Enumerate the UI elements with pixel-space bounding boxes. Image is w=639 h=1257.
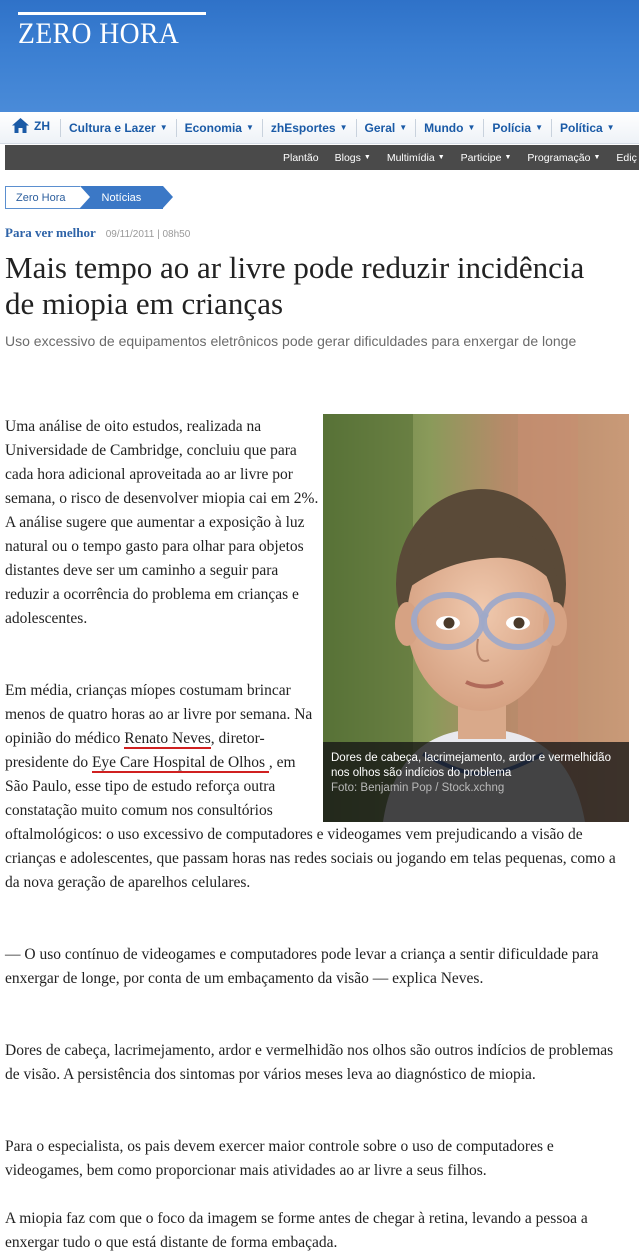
nav-item-zhesportes[interactable] bbox=[262, 119, 356, 137]
paragraph-2-wrap bbox=[5, 679, 630, 895]
logo[interactable] bbox=[18, 12, 206, 50]
link-renato-neves[interactable]: Renato Neves bbox=[124, 730, 211, 747]
subnav-item-plantao[interactable] bbox=[275, 152, 327, 164]
caret-down-icon: ▼ bbox=[504, 154, 512, 161]
nav-item-label: Economia bbox=[184, 120, 242, 135]
subnav-item-edicao[interactable] bbox=[608, 152, 639, 164]
nav-item-economia[interactable] bbox=[176, 119, 262, 137]
caret-down-icon: ▼ bbox=[159, 123, 168, 132]
subnav-item-blogs[interactable] bbox=[327, 152, 379, 164]
paragraph-4: Dores de cabeça, lacrimejamento, ardor e vermelhidão nos olhos são outros indícios de problemas de visão. A persistência dos sintomas por vários meses leva ao diagnóstico de miopia. bbox=[5, 1042, 614, 1083]
photo-float-spacer bbox=[321, 679, 630, 822]
caret-down-icon: ▼ bbox=[437, 154, 445, 161]
caret-down-icon: ▼ bbox=[363, 154, 371, 161]
nav-item-label: Política bbox=[559, 120, 603, 135]
breadcrumb-zero-hora[interactable]: Zero Hora bbox=[5, 186, 81, 209]
main-nav bbox=[0, 112, 639, 144]
home-icon bbox=[12, 118, 29, 133]
nav-item-label: Cultura e Lazer bbox=[69, 120, 156, 135]
section-label[interactable]: Para ver melhor bbox=[5, 225, 96, 240]
paragraph-5: Para o especialista, os pais devem exercer maior controle sobre o uso de computadores e videogames, bem como proporcionar mais atividades ao ar livre a seus filhos. bbox=[5, 1138, 554, 1179]
subnav-item-label: Plantão bbox=[283, 151, 319, 164]
nav-item-policia[interactable] bbox=[483, 119, 551, 137]
subnav-item-label: Blogs bbox=[334, 151, 361, 164]
nav-home-label: ZH bbox=[34, 118, 50, 133]
subnav-item-programacao[interactable] bbox=[519, 152, 608, 164]
nav-item-mundo[interactable] bbox=[415, 119, 483, 137]
breadcrumb bbox=[5, 186, 163, 209]
headline: Mais tempo ao ar livre pode reduzir incidência de miopia em crianças bbox=[5, 250, 585, 321]
nav-home[interactable] bbox=[12, 118, 50, 133]
nav-item-politica[interactable] bbox=[551, 119, 623, 137]
breadcrumb-noticias[interactable]: Notícias bbox=[80, 186, 164, 209]
sub-nav bbox=[5, 145, 639, 170]
paragraph-3: — O uso contínuo de videogames e computadores pode levar a criança a sentir dificuldade para enxergar de longe, por conta de um embaçamento da visão — explica Neves. bbox=[5, 946, 599, 987]
link-eye-care-hospital[interactable]: Eye Care Hospital de Olhos bbox=[91, 754, 269, 771]
nav-item-cultura[interactable] bbox=[60, 119, 176, 137]
paragraph-6: A miopia faz com que o foco da imagem se forme antes de chegar à retina, levando a pessoa a enxergar tudo o que está distante de forma embaçada. bbox=[5, 1210, 588, 1251]
article-meta bbox=[5, 225, 190, 241]
caret-down-icon: ▼ bbox=[467, 123, 476, 132]
subtitle: Uso excessivo de equipamentos eletrônicos pode gerar dificuldades para enxergar de longe bbox=[5, 333, 577, 349]
nav-item-label: Polícia bbox=[492, 120, 532, 135]
subnav-item-multimidia[interactable] bbox=[379, 152, 453, 164]
caption-text: Dores de cabeça, lacrimejamento, ardor e vermelhidão nos olhos são indícios do problema bbox=[331, 752, 611, 779]
nav-item-geral[interactable] bbox=[356, 119, 416, 137]
paragraph-2-text-c: , em São Paulo, esse tipo de estudo reforça outra constatação muito comum nos consultórios oftalmológicos: o uso excessivo de computadores e videogames vem prejudicando a visão de crianças e adolescentes, que passam horas nas redes sociais ou jogando em telas pequenas, como a da nova geração de aparelhos celulares. bbox=[5, 754, 616, 891]
caret-down-icon: ▼ bbox=[245, 123, 254, 132]
caret-down-icon: ▼ bbox=[535, 123, 543, 132]
subnav-item-label: Multimídia bbox=[386, 151, 435, 164]
subnav-item-participe[interactable] bbox=[453, 152, 520, 164]
paragraph-2-text-a: Em média, crianças míopes costumam brincar menos de quatro horas ao ar livre por semana. Na opinião do médico bbox=[5, 682, 313, 747]
paragraph-1: Uma análise de oito estudos, realizada na Universidade de Cambridge, concluiu que para cada hora adicional aproveitada ao ar livre por semana, o risco de desenvolver miopia cai em 2%. A análise sugere que aumentar a exposição à luz natural ou o tempo gasto para olhar para objetos distantes deve ser um caminho a seguir para reduzir a ocorrência do problema em crianças e adolescentes. bbox=[5, 418, 319, 627]
nav-item-label: Geral bbox=[364, 120, 396, 135]
publish-date: 09/11/2011 | 08h50 bbox=[105, 229, 191, 240]
nav-item-label: Mundo bbox=[424, 120, 464, 135]
logo-rule bbox=[18, 12, 206, 15]
subnav-item-label: Ediç bbox=[616, 151, 637, 164]
photo-credit: Foto: Benjamin Pop / Stock.xchng bbox=[331, 782, 505, 794]
caret-down-icon: ▼ bbox=[606, 123, 615, 132]
paragraph-2 bbox=[5, 679, 630, 895]
caret-down-icon: ▼ bbox=[399, 123, 408, 132]
nav-items bbox=[60, 112, 623, 143]
subnav-item-label: Programação bbox=[527, 151, 591, 164]
caret-down-icon: ▼ bbox=[339, 123, 348, 132]
sub-nav-items bbox=[275, 145, 639, 170]
subnav-item-label: Participe bbox=[460, 151, 502, 164]
logo-text: ZERO HORA bbox=[18, 17, 180, 50]
caret-down-icon: ▼ bbox=[593, 154, 601, 161]
nav-item-label: zhEsportes bbox=[270, 120, 336, 135]
masthead bbox=[0, 0, 639, 112]
paragraph-2-text-b: , diretor-presidente do bbox=[5, 730, 265, 771]
